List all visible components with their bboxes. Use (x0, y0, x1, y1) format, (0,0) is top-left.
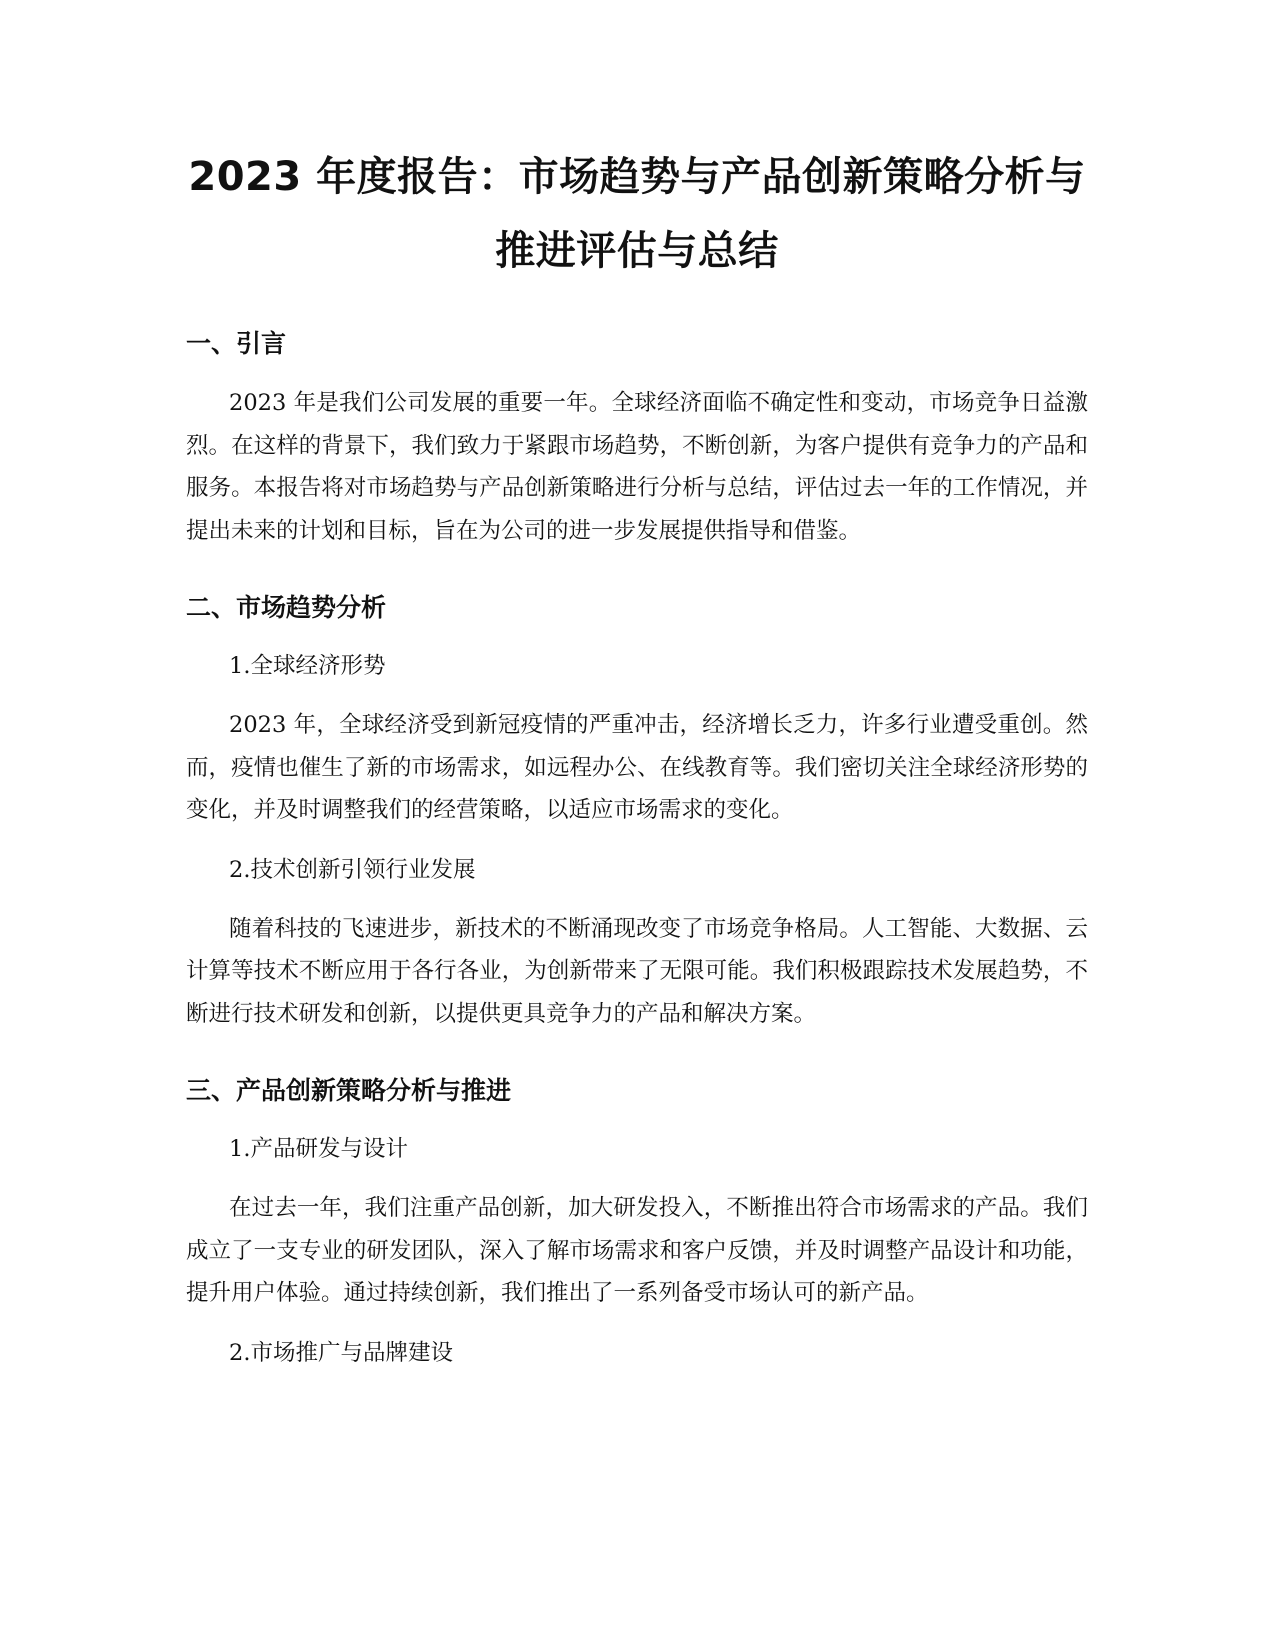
section-product-innovation (186, 1071, 1088, 1373)
subsection-heading: 1.产品研发与设计 (229, 1136, 408, 1162)
paragraph: 2023 年，全球经济受到新冠疫情的严重冲击，经济增长乏力，许多行业遭受重创。然而，疫情也催生了新的市场需求，如远程办公、在线教育等。我们密切关注全球经济形势的变化，并及时调整我们的经营策略，以适应市场需求的变化。 (186, 712, 1088, 823)
section-market-trends (186, 588, 1088, 1035)
section-introduction (186, 324, 1088, 552)
subsection-heading: 1.全球经济形势 (229, 653, 386, 679)
paragraph: 随着科技的飞速进步，新技术的不断涌现改变了市场竞争格局。人工智能、大数据、云计算等技术不断应用于各行各业，为创新带来了无限可能。我们积极跟踪技术发展趋势，不断进行技术研发和创新，以提供更具竞争力的产品和解决方案。 (186, 915, 1088, 1027)
section-heading: 二、市场趋势分析 (186, 593, 387, 622)
paragraph: 在过去一年，我们注重产品创新，加大研发投入，不断推出符合市场需求的产品。我们成立了一支专业的研发团队，深入了解市场需求和客户反馈，并及时调整产品设计和功能，提升用户体验。通过持续创新，我们推出了一系列备受市场认可的新产品。 (186, 1195, 1088, 1306)
section-heading: 一、引言 (186, 329, 287, 358)
subsection-heading: 2.市场推广与品牌建设 (229, 1339, 453, 1366)
document-body (186, 140, 1088, 1391)
document-title: 2023 年度报告：市场趋势与产品创新策略分析与推进评估与总结 (188, 154, 1086, 274)
subsection-heading: 2.技术创新引领行业发展 (229, 856, 476, 883)
section-heading: 三、产品创新策略分析与推进 (186, 1076, 512, 1105)
paragraph: 2023 年是我们公司发展的重要一年。全球经济面临不确定性和变动，市场竞争日益激烈。在这样的背景下，我们致力于紧跟市场趋势，不断创新，为客户提供有竞争力的产品和服务。本报告将对市场趋势与产品创新策略进行分析与总结，评估过去一年的工作情况，并提出未来的计划和目标，旨在为公司的进一步发展提供指导和借鉴。 (186, 390, 1088, 544)
